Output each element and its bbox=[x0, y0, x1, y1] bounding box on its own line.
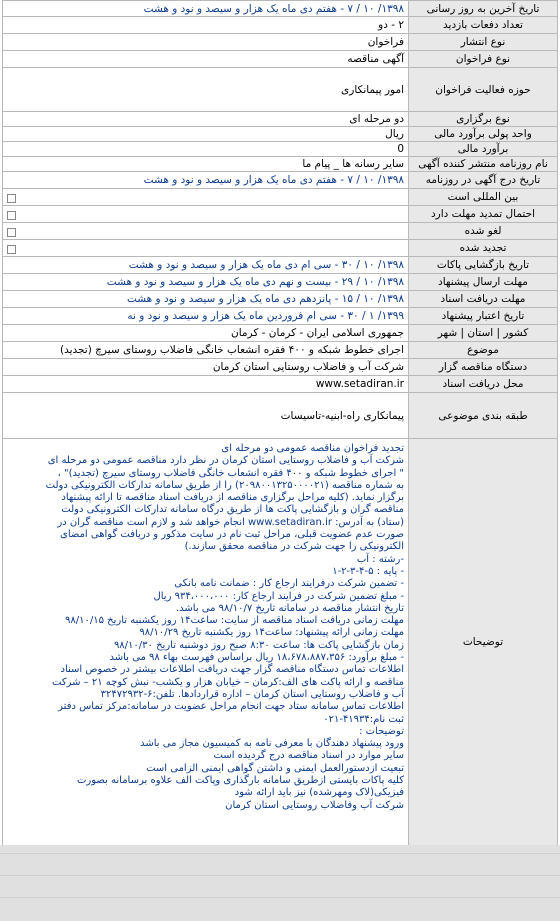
info-row bbox=[3, 157, 558, 172]
description-label: توضیحات bbox=[409, 439, 558, 846]
description-line: مهلت زمانی دریافت اسناد مناقصه از سایت: ساعت۱۴ روز یکشنبه تاریخ ۹۸/۱۰/۱۵ bbox=[65, 615, 404, 627]
description-line: شرکت آب و فاضلاب روستایی استان کرمان در نظر دارد مناقصه عمومی دو مرحله ای bbox=[47, 455, 404, 467]
info-row bbox=[3, 127, 558, 142]
description-line: شرکت آب وفاضلاب روستایی استان کرمان bbox=[225, 799, 404, 811]
info-row bbox=[3, 274, 558, 291]
info-row bbox=[3, 142, 558, 157]
row-label: نوع انتشار bbox=[409, 34, 558, 51]
info-row bbox=[3, 376, 558, 393]
info-row bbox=[3, 308, 558, 325]
row-value bbox=[3, 223, 409, 240]
description-row bbox=[3, 439, 558, 846]
description-line: (ستاد) به آدرس: www.setadiran.ir انجام خواهد شد و لازم است مناقصه گران در bbox=[57, 516, 404, 528]
description-text bbox=[3, 439, 409, 846]
row-value: ۲ - دو bbox=[3, 17, 409, 34]
row-label: نوع فراخوان bbox=[409, 51, 558, 68]
description-line: - مبلغ تضمین شرکت در فرایند ارجاع کار: ۹۳۴،۰۰۰،۰۰۰ ریال bbox=[153, 590, 404, 602]
description-line: الکترونیکی را جهت شرکت در مناقصه محقق سازند.) bbox=[184, 541, 404, 553]
row-label: احتمال تمدید مهلت دارد bbox=[409, 206, 558, 223]
row-label: موضوع bbox=[409, 342, 558, 359]
description-line: " اجرای خطوط شبکه و ۴۰۰ فقره انشعاب خانگی فاضلاب روستای سیرچ (تجدید)" ، bbox=[57, 467, 404, 479]
description-line: فیزیکی(لاک ومهرشده) نیز باید ارائه شود bbox=[234, 787, 404, 799]
row-label: لغو شده bbox=[409, 223, 558, 240]
footer-area bbox=[0, 845, 560, 921]
row-value: ریال bbox=[3, 127, 409, 142]
row-label: تجدید شده bbox=[409, 240, 558, 257]
description-line: اطلاعات تماس دستگاه مناقصه گزار جهت دریافت اطلاعات بیشتر در خصوص اسناد bbox=[60, 664, 404, 676]
row-label: تاریخ اعتبار پیشنهاد bbox=[409, 308, 558, 325]
row-label: مهلت ارسال پیشنهاد bbox=[409, 274, 558, 291]
description-line: - مبلغ برآورد: ۱۸،۶۷۸،۸۸۷،۳۵۶ ریال براساس فهرست بهاء ۹۸ می باشد bbox=[109, 652, 404, 664]
row-value bbox=[3, 206, 409, 223]
row-value[interactable]: www.setadiran.ir bbox=[3, 376, 409, 393]
info-row bbox=[3, 291, 558, 308]
description-line: مهلت زمانی ارائه پیشنهاد: ساعت۱۴ روز یکشنبه تاریخ ۹۸/۱۰/۲۹ bbox=[139, 627, 404, 639]
info-row bbox=[3, 359, 558, 376]
description-line: سایر موارد در اسناد مناقصه درج گردیده است bbox=[213, 750, 404, 762]
row-value bbox=[3, 189, 409, 206]
row-value: ۱۳۹۸/ ۱۰ / ۷ - هفتم دی ماه یک هزار و سیصد و نود و هشت bbox=[3, 1, 409, 17]
description-line: ورود پیشنهاد دهندگان با معرفی نامه به کمیسیون مجاز می باشد bbox=[140, 738, 404, 750]
empty-checkbox-icon bbox=[7, 211, 16, 220]
row-label: کشور | استان | شهر bbox=[409, 325, 558, 342]
row-value: ۱۳۹۸/ ۱۰ / ۲۹ - بیست و نهم دی ماه یک هزار و سیصد و نود و هشت bbox=[3, 274, 409, 291]
description-line: -رشته : آب bbox=[356, 553, 404, 565]
info-row bbox=[3, 112, 558, 127]
row-label: مهلت دریافت اسناد bbox=[409, 291, 558, 308]
row-value: شرکت آب و فاضلاب روستایی استان کرمان bbox=[3, 359, 409, 376]
row-value: ۱۳۹۸/ ۱۰ / ۳۰ - سی ام دی ماه یک هزار و سیصد و نود و هشت bbox=[3, 257, 409, 274]
row-value: 0 bbox=[3, 142, 409, 157]
info-row bbox=[3, 393, 558, 439]
description-line: تبعیت ازدستورالعمل ایمنی و داشتن گواهی ایمنی الزامی است bbox=[146, 762, 404, 774]
info-row bbox=[3, 223, 558, 240]
row-value: ۱۳۹۸/ ۱۰ / ۱۵ - پانزدهم دی ماه یک هزار و سیصد و نود و هشت bbox=[3, 291, 409, 308]
empty-checkbox-icon bbox=[7, 194, 16, 203]
row-label: تاریخ درج آگهی در روزنامه bbox=[409, 172, 558, 189]
row-value: جمهوری اسلامی ایران - کرمان - کرمان bbox=[3, 325, 409, 342]
row-label: طبقه بندی موضوعی bbox=[409, 393, 558, 439]
info-row bbox=[3, 257, 558, 274]
info-row bbox=[3, 325, 558, 342]
info-row bbox=[3, 189, 558, 206]
row-value: فراخوان bbox=[3, 34, 409, 51]
info-row bbox=[3, 342, 558, 359]
description-line: توضیحات : bbox=[359, 725, 404, 737]
description-line: صورت عدم عضویت قبلی، مراحل ثبت نام در سایت مذکور و دریافت گواهی امضای bbox=[60, 529, 404, 541]
row-label: حوزه فعالیت فراخوان bbox=[409, 68, 558, 112]
info-row bbox=[3, 240, 558, 257]
description-line: اطلاعات تماس سامانه ستاد جهت انجام مراحل عضویت در سامانه:مرکز تماس دفتر bbox=[58, 701, 404, 713]
description-line: مناقصه و ارائه پاکت های الف:کرمان – خیابان هزار و یکشب- نبش کوچه ۲۱ – شرکت bbox=[52, 676, 404, 688]
row-label: تاریخ بازگشایی پاکات bbox=[409, 257, 558, 274]
row-label: نام روزنامه منتشر کننده آگهی bbox=[409, 157, 558, 172]
description-line: - تضمین شرکت درفرایند ارجاع کار : ضمانت نامه بانکی bbox=[174, 578, 404, 590]
row-label: بین المللی است bbox=[409, 189, 558, 206]
description-line: کلیه پاکات بایستی ازطریق سامانه بارگذاری وپاکت الف علاوه برسامانه بصورت bbox=[76, 775, 404, 787]
row-label: تعداد دفعات بازدید bbox=[409, 17, 558, 34]
description-line: آب و فاضلاب روستایی استان کرمان – اداره قراردادها. تلفن:۶-۳۲۴۷۲۹۳۲ bbox=[100, 688, 404, 700]
empty-checkbox-icon bbox=[7, 228, 16, 237]
row-label: دستگاه مناقصه گزار bbox=[409, 359, 558, 376]
row-value: پیمانکاری راه-ابنیه-تاسیسات bbox=[3, 393, 409, 439]
description-line: - پایه : ۵-۴-۳-۲-۱ bbox=[332, 565, 404, 577]
description-line: برگزار نماید. (کلیه مراحل برگزاری مناقصه از دریافت اسناد مناقصه تا ارائه پیشنهاد bbox=[61, 492, 404, 504]
info-row bbox=[3, 34, 558, 51]
empty-checkbox-icon bbox=[7, 245, 16, 254]
row-label: برآورد مالی bbox=[409, 142, 558, 157]
info-row bbox=[3, 68, 558, 112]
row-value: ۱۳۹۸/ ۱۰ / ۷ - هفتم دی ماه یک هزار و سیصد و نود و هشت bbox=[3, 172, 409, 189]
row-value: دو مرحله ای bbox=[3, 112, 409, 127]
row-value: آگهی مناقصه bbox=[3, 51, 409, 68]
row-value: امور پیمانکاری bbox=[3, 68, 409, 112]
row-label: واحد پولی برآورد مالی bbox=[409, 127, 558, 142]
description-line: تجدید فراخوان مناقصه عمومی دو مرحله ای bbox=[221, 443, 404, 454]
row-value: ۱۳۹۹/ ۱ / ۳۰ - سی ام فروردین ماه یک هزار و سیصد و نود و نه bbox=[3, 308, 409, 325]
description-line: ثبت نام:۴۱۹۳۴-۰۲۱ bbox=[323, 713, 404, 725]
row-value: اجرای خطوط شبکه و ۴۰۰ فقره انشعاب خانگی فاضلاب روستای سیرچ (تجدید) bbox=[3, 342, 409, 359]
row-label: تاریخ آخرین به روز رسانی bbox=[409, 1, 558, 17]
info-row bbox=[3, 1, 558, 17]
row-label: نوع برگزاری bbox=[409, 112, 558, 127]
info-row bbox=[3, 17, 558, 34]
tender-info-table bbox=[2, 0, 558, 846]
row-value bbox=[3, 240, 409, 257]
row-value: سایر رسانه ها _ پیام ما bbox=[3, 157, 409, 172]
info-row bbox=[3, 206, 558, 223]
info-row bbox=[3, 172, 558, 189]
description-line: مناقصه گران و بازگشایی پاکت ها از طریق درگاه سامانه تدارکات الکترونیکی دولت bbox=[61, 504, 404, 516]
description-line: تاریخ انتشار مناقصه در سامانه تاریخ ۹۸/۱۰/۷ می باشد. bbox=[175, 602, 404, 614]
description-line: زمان بازگشایی پاکت ها: ساعت ۸:۳۰ صبح روز دوشنبه تاریخ ۹۸/۱۰/۳۰ bbox=[113, 639, 404, 651]
description-line: به شماره مناقصه (۲۰۹۸۰۰۱۳۲۵۰۰۰۰۲۱) را از طریق سامانه تدارکات الکترونیکی دولت bbox=[45, 479, 404, 491]
row-label: محل دریافت اسناد bbox=[409, 376, 558, 393]
info-row bbox=[3, 51, 558, 68]
